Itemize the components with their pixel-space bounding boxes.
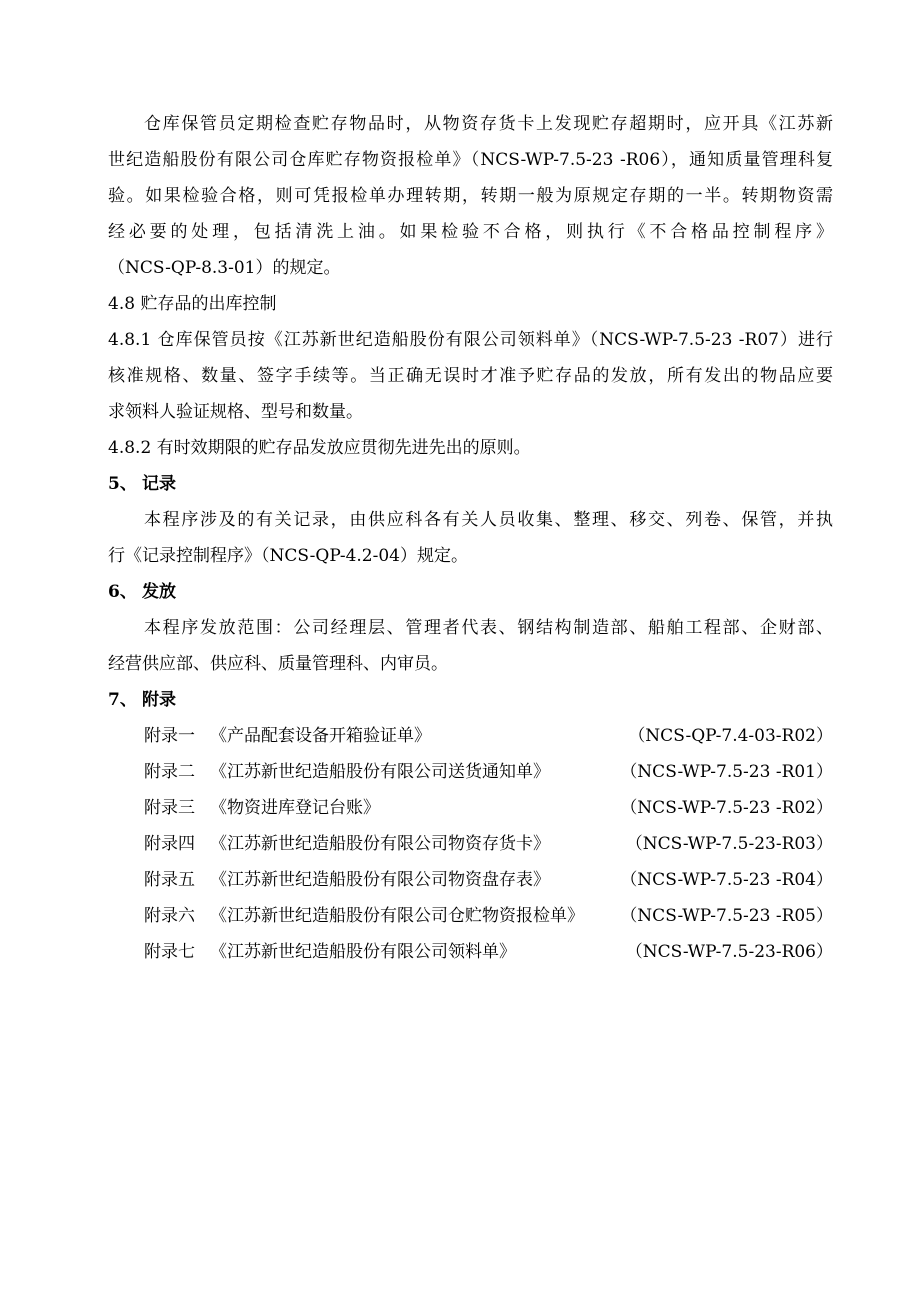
appendix-code: （NCS-WP-7.5-23 -R01）	[620, 762, 833, 782]
appendix-code: （NCS-WP-7.5-23-R06）	[625, 942, 833, 962]
appendix-row	[144, 934, 833, 970]
section-title: 附录	[142, 690, 176, 710]
section-heading-distribution	[108, 574, 833, 610]
paragraph-line: 仓库保管员定期检查贮存物品时，从物资存货卡上发现贮存超期时，应开具《江苏新	[144, 114, 833, 134]
paragraph-line: 行《记录控制程序》（NCS-QP-4.2-04）规定。	[108, 546, 468, 566]
appendix-title: 《江苏新世纪造船股份有限公司仓贮物资报检单》	[210, 906, 584, 926]
appendix-code: （NCS-WP-7.5-23 -R05）	[620, 906, 833, 926]
section-title: 发放	[142, 582, 176, 602]
section-title: 记录	[142, 474, 176, 494]
appendix-row	[144, 898, 833, 934]
appendix-row	[144, 718, 833, 754]
appendix-title: 《江苏新世纪造船股份有限公司物资存货卡》	[210, 834, 550, 854]
section-number: 7、	[108, 690, 137, 710]
section-number: 5、	[108, 474, 137, 494]
subsection-heading: 4.8 贮存品的出库控制	[108, 294, 277, 314]
paragraph-line: 经营供应部、供应科、质量管理科、内审员。	[108, 654, 448, 674]
paragraph-line: 经必要的处理，包括清洗上油。如果检验不合格，则执行《不合格品控制程序》	[108, 222, 833, 242]
appendix-row	[144, 862, 833, 898]
appendix-title: 《江苏新世纪造船股份有限公司领料单》	[210, 942, 516, 962]
paragraph-line: 求领料人验证规格、型号和数量。	[108, 402, 363, 422]
paragraph-line: 世纪造船股份有限公司仓库贮存物资报检单》（NCS-WP-7.5-23 -R06），通知质量管理科复	[108, 150, 833, 170]
paragraph-line: 本程序涉及的有关记录，由供应科各有关人员收集、整理、移交、列卷、保管，并执	[144, 510, 833, 530]
paragraph-line: 本程序发放范围：公司经理层、管理者代表、钢结构制造部、船舶工程部、企财部、	[144, 618, 833, 638]
appendix-row	[144, 754, 833, 790]
appendix-label: 附录一	[144, 726, 195, 746]
appendix-label: 附录六	[144, 906, 195, 926]
paragraph-line: 验。如果检验合格，则可凭报检单办理转期，转期一般为原规定存期的一半。转期物资需	[108, 186, 833, 206]
appendix-row	[144, 826, 833, 862]
appendix-label: 附录四	[144, 834, 195, 854]
appendix-code: （NCS-WP-7.5-23 -R04）	[620, 870, 833, 890]
appendix-label: 附录三	[144, 798, 195, 818]
appendix-title: 《江苏新世纪造船股份有限公司物资盘存表》	[210, 870, 550, 890]
appendix-code: （NCS-QP-7.4-03-R02）	[628, 726, 833, 746]
paragraph-line: 核准规格、数量、签字手续等。当正确无误时才准予贮存品的发放，所有发出的物品应要	[108, 366, 833, 386]
appendix-title: 《江苏新世纪造船股份有限公司送货通知单》	[210, 762, 550, 782]
paragraph-line: （NCS-QP-8.3-01）的规定。	[108, 258, 341, 278]
section-heading-records	[108, 466, 833, 502]
section-number: 6、	[108, 582, 137, 602]
paragraph-line: 4.8.1 仓库保管员按《江苏新世纪造船股份有限公司领料单》（NCS-WP-7.5-23 -R07）进行	[108, 330, 833, 350]
appendix-row	[144, 790, 833, 826]
appendix-label: 附录五	[144, 870, 195, 890]
section-heading-appendix	[108, 682, 833, 718]
appendix-code: （NCS-WP-7.5-23 -R02）	[620, 798, 833, 818]
appendix-label: 附录二	[144, 762, 195, 782]
paragraph-line: 4.8.2 有时效期限的贮存品发放应贯彻先进先出的原则。	[108, 438, 531, 458]
appendix-code: （NCS-WP-7.5-23-R03）	[625, 834, 833, 854]
appendix-title: 《产品配套设备开箱验证单》	[210, 726, 431, 746]
appendix-title: 《物资进库登记台账》	[210, 798, 380, 818]
appendix-label: 附录七	[144, 942, 195, 962]
